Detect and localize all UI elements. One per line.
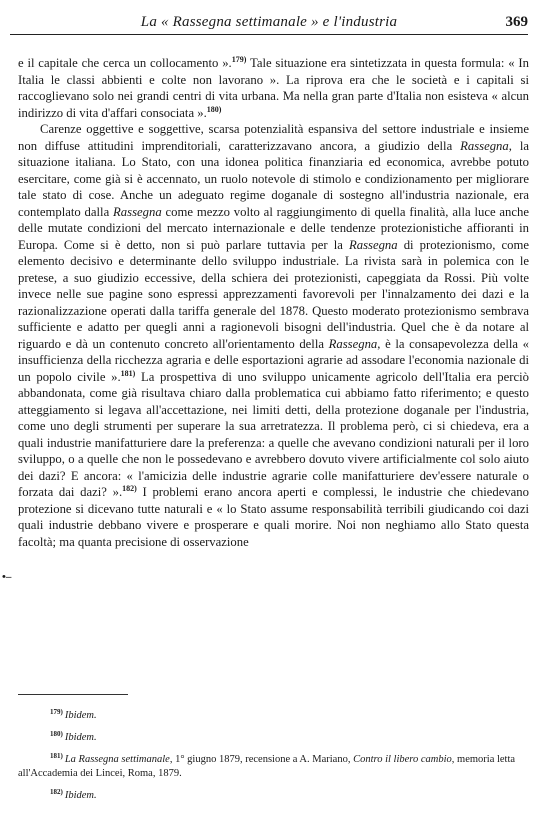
running-title: La « Rassegna settimanale » e l'industria	[140, 14, 398, 30]
text-run: , memoria letta all'Accademia dei Lincei, Roma, 1879.	[18, 754, 516, 779]
text-run: I problemi erano ancora aperti e complessi, le industrie che chiedevano protezione si dicevano tutte naturali e « lo Stato assume responsabilità terribili giudicando coi dazi quali industrie debbano vivere e prosperare e quali morire. Noi non neghiamo allo Stato questa facoltà; ma quanta precisione di osservazione	[18, 485, 529, 549]
italic-text: Rassegna	[113, 204, 162, 219]
text-run: , è la consapevolezza della « insufficienza della ricchezza agraria e delle esportazioni agrarie ad assodare l'economia nazionale di un popolo civile ».	[18, 336, 529, 384]
italic-text: Rassegna	[348, 237, 398, 252]
text-run: , 1° giugno 1879, recensione a A. Mariano,	[169, 754, 354, 765]
footnote-ref: 181)	[120, 368, 136, 378]
footnote-number: 179)	[50, 707, 63, 716]
paragraph-1	[18, 55, 529, 121]
text-run: di protezionismo, come elemento decisivo e determinante dello sviluppo industriale. La rivista sarà in polemica con le pretese, a suo giudizio eccessive, della schiera dei protezionisti, capeggiata da Rossi. Più volte invece nelle sue pagine sono espressi apprezzamenti favorevoli per l'innalzamento dei dazi e la razionalizzazione operati dalla tariffa generale del 1878. Questo moderato protezionismo sembrava sufficiente e adatto per quegli anni a ragionevoli bisogni dell'industria. Quel che è da notare al riguardo e dà un contenuto concreto all'orientamento della	[18, 237, 529, 351]
footnote-182	[18, 789, 529, 803]
paragraph-2	[18, 121, 529, 550]
running-header	[10, 14, 528, 35]
footnote-number: 182)	[50, 787, 63, 796]
text-run: e il capitale che cerca un collocamento ».	[18, 56, 232, 70]
footnote-number: 181)	[50, 751, 63, 760]
text-run: La prospettiva di uno sviluppo unicamente agricolo dell'Italia era perciò abbandonata, come già risultava chiaro dalla problematica cui abbiamo fatto riferimento; e questo atteggiamento si legava all'accettazione, nei limiti detti, della protezione doganale per l'industria, come uno degli strumenti per superare la sua arretratezza. Il problema però, ci si chiedeva, era a quali industrie manifatturiere dare la preferenza: a quelle che avevano condizioni naturali per il loro sviluppo, o a quelle che non le possedevano e avrebbero dovuto vivere artificialmente col solo aiuto dei dazi? E ancora: « l'amicizia delle industrie agrarie colle manifatturiere dev'essere naturale o forzata dai dazi? ».	[18, 369, 529, 499]
footnote-181	[18, 753, 529, 781]
text-run: , la situazione italiana. Lo Stato, con una idonea politica finanziaria ed economica, avrebbe potuto esercitare, come già si è accennato, un ruolo notevole di stimolo e condizionamento per migliorare tale stato di cose. Anche un adeguato regime doganale di sostegno all'industria nazionale, era contemplato dalla	[18, 138, 529, 219]
text-run: come mezzo volto al raggiungimento di quella finalità, alla luce anche delle mutate condizioni del mercato internazionale e delle tendenze protezionistiche affioranti in Europa. Come si è detto, non si può parlare tuttavia per la	[18, 204, 530, 252]
footnote-rule	[18, 694, 128, 695]
italic-text: La Rassegna settimanale	[64, 754, 170, 765]
text-run: Carenze oggettive e soggettive, scarsa potenzialità espansiva del settore industriale e insieme non diffuse attitudini imprenditoriali, caratterizzavano ancora, a giudizio della	[18, 122, 529, 153]
footnote-ref: 182)	[122, 483, 137, 493]
italic-text: Ibidem.	[64, 790, 97, 801]
body-text	[18, 55, 529, 550]
italic-text: Ibidem.	[64, 710, 97, 721]
footnote-number: 180)	[50, 729, 63, 738]
italic-text: Ibidem.	[64, 732, 97, 743]
footnote-179	[18, 709, 529, 723]
footnote-ref: 179)	[231, 54, 247, 64]
italic-text: Rassegna	[328, 336, 378, 351]
footnote-180	[18, 731, 529, 745]
text-run: Tale situazione era sintetizzata in questa formula: « In Italia le classi abbienti e colte non lavorano ». La riprova era che le società e i capitali si raccoglievano solo nei grandi centri di vita urbana. Ma nella gran parte d'Italia non esisteva « alcun indirizzo di vita d'affari consociata ».	[18, 56, 529, 120]
footnote-ref: 180)	[206, 104, 222, 114]
italic-text: Contro il libero cambio	[353, 754, 452, 765]
italic-text: Rassegna	[460, 138, 509, 153]
margin-mark: •–	[2, 571, 12, 583]
page-number: 369	[505, 14, 528, 30]
footnotes	[18, 709, 529, 811]
